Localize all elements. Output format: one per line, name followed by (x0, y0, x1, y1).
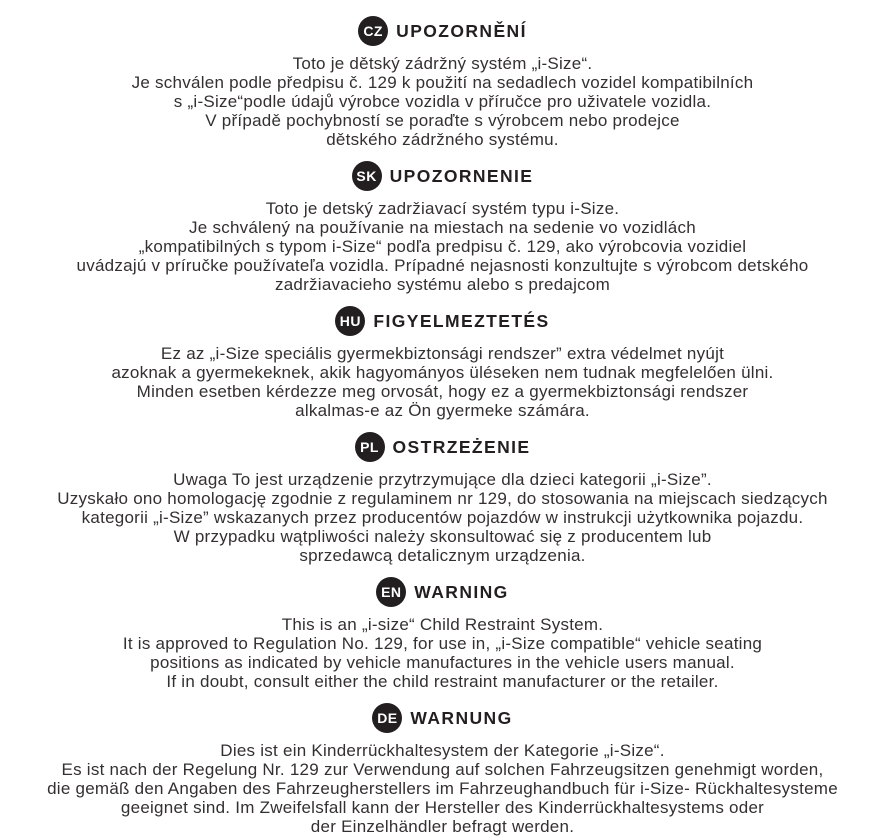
text-line: der Einzelhändler befragt werden. (310, 817, 575, 836)
warning-section-hu (0, 306, 885, 420)
warning-section-de (0, 703, 885, 836)
section-header-pl (0, 432, 885, 462)
text-line: Dies ist ein Kinderrückhaltesystem der Kategorie „i-Size“. (220, 741, 665, 760)
text-line: kategorii „i-Size” wskazanych przez producentów pojazdów w instrukcji użytkownika pojazdu. (81, 508, 804, 527)
warning-paragraph-cz (0, 54, 885, 149)
text-line: W przypadku wątpliwości należy skonsultować się z producentem lub (173, 527, 712, 546)
language-badge-sk: SK (352, 161, 382, 191)
text-line: alkalmas-e az Ön gyermeke számára. (295, 401, 590, 420)
warning-section-en (0, 577, 885, 691)
section-heading-cz: UPOZORNĚNÍ (396, 20, 527, 41)
warning-section-cz (0, 16, 885, 149)
text-line: die gemäß den Angaben des Fahrzeugherstellers im Fahrzeughandbuch für i-Size- Rückhaltesysteme (47, 779, 838, 798)
warning-paragraph-sk (0, 199, 885, 294)
text-line: geeignet sind. Im Zweifelsfall kann der Hersteller des Kinderrückhaltesystems oder (120, 798, 765, 817)
text-line: It is approved to Regulation No. 129, for use in, „i-Size compatible“ vehicle seating (122, 634, 763, 653)
warning-paragraph-de (0, 741, 885, 836)
text-line: This is an „i-size“ Child Restraint System. (281, 615, 604, 634)
language-badge-cz: CZ (358, 16, 388, 46)
warning-section-pl (0, 432, 885, 565)
text-line: sprzedawcą detalicznym urządzenia. (299, 546, 586, 565)
section-header-en (0, 577, 885, 607)
text-line: Es ist nach der Regelung Nr. 129 zur Verwendung auf solchen Fahrzeugsitzen genehmigt worden, (61, 760, 824, 779)
warning-section-sk (0, 161, 885, 294)
warning-paragraph-pl (0, 470, 885, 565)
text-line: Toto je dětský zádržný systém „i-Size“. (292, 54, 593, 73)
section-heading-de: WARNUNG (410, 707, 513, 728)
section-header-sk (0, 161, 885, 191)
warning-paragraph-hu (0, 344, 885, 420)
section-heading-pl: OSTRZEŻENIE (392, 436, 531, 457)
section-header-de (0, 703, 885, 733)
language-badge-hu: HU (335, 306, 365, 336)
text-line: dětského zádržného systému. (326, 130, 559, 149)
text-line: s „i-Size“podle údajů výrobce vozidla v příručce pro uživatele vozidla. (173, 92, 712, 111)
text-line: positions as indicated by vehicle manufactures in the vehicle users manual. (150, 653, 735, 672)
text-line: uvádzajú v príručke používateľa vozidla. Prípadné nejasnosti konzultujte s výrobcom detského (76, 256, 809, 275)
text-line: Je schválen podle předpisu č. 129 k použití na sedadlech vozidel kompatibilních (131, 73, 754, 92)
section-heading-hu: FIGYELMEZTETÉS (373, 310, 550, 331)
text-line: Ez az „i-Size speciális gyermekbiztonsági rendszer” extra védelmet nyújt (160, 344, 725, 363)
text-line: If in doubt, consult either the child restraint manufacturer or the retailer. (166, 672, 719, 691)
text-line: „kompatibilných s typom i-Size“ podľa predpisu č. 129, ako výrobcovia vozidiel (138, 237, 747, 256)
section-heading-en: WARNING (414, 581, 509, 602)
text-line: Minden esetben kérdezze meg orvosát, hogy ez a gyermekbiztonsági rendszer (136, 382, 749, 401)
text-line: Toto je detský zadržiavací systém typu i-Size. (265, 199, 620, 218)
language-badge-pl: PL (355, 432, 385, 462)
text-line: Uwaga To jest urządzenie przytrzymujące dla dzieci kategorii „i-Size”. (173, 470, 712, 489)
warning-paragraph-en (0, 615, 885, 691)
language-badge-en: EN (376, 577, 406, 607)
section-heading-sk: UPOZORNENIE (389, 165, 534, 186)
text-line: V případě pochybností se poraďte s výrobcem nebo prodejce (205, 111, 680, 130)
text-line: azoknak a gyermekeknek, akik hagyományos üléseken nem tudnak megfelelően ülni. (111, 363, 774, 382)
text-line: Uzyskało ono homologację zgodnie z regulaminem nr 129, do stosowania na miejscach siedzących (57, 489, 828, 508)
text-line: zadržiavacieho systému alebo s predajcom (274, 275, 611, 294)
language-badge-de: DE (372, 703, 402, 733)
section-header-hu (0, 306, 885, 336)
text-line: Je schválený na používanie na miestach na sedenie vo vozidlách (189, 218, 696, 237)
section-header-cz (0, 16, 885, 46)
